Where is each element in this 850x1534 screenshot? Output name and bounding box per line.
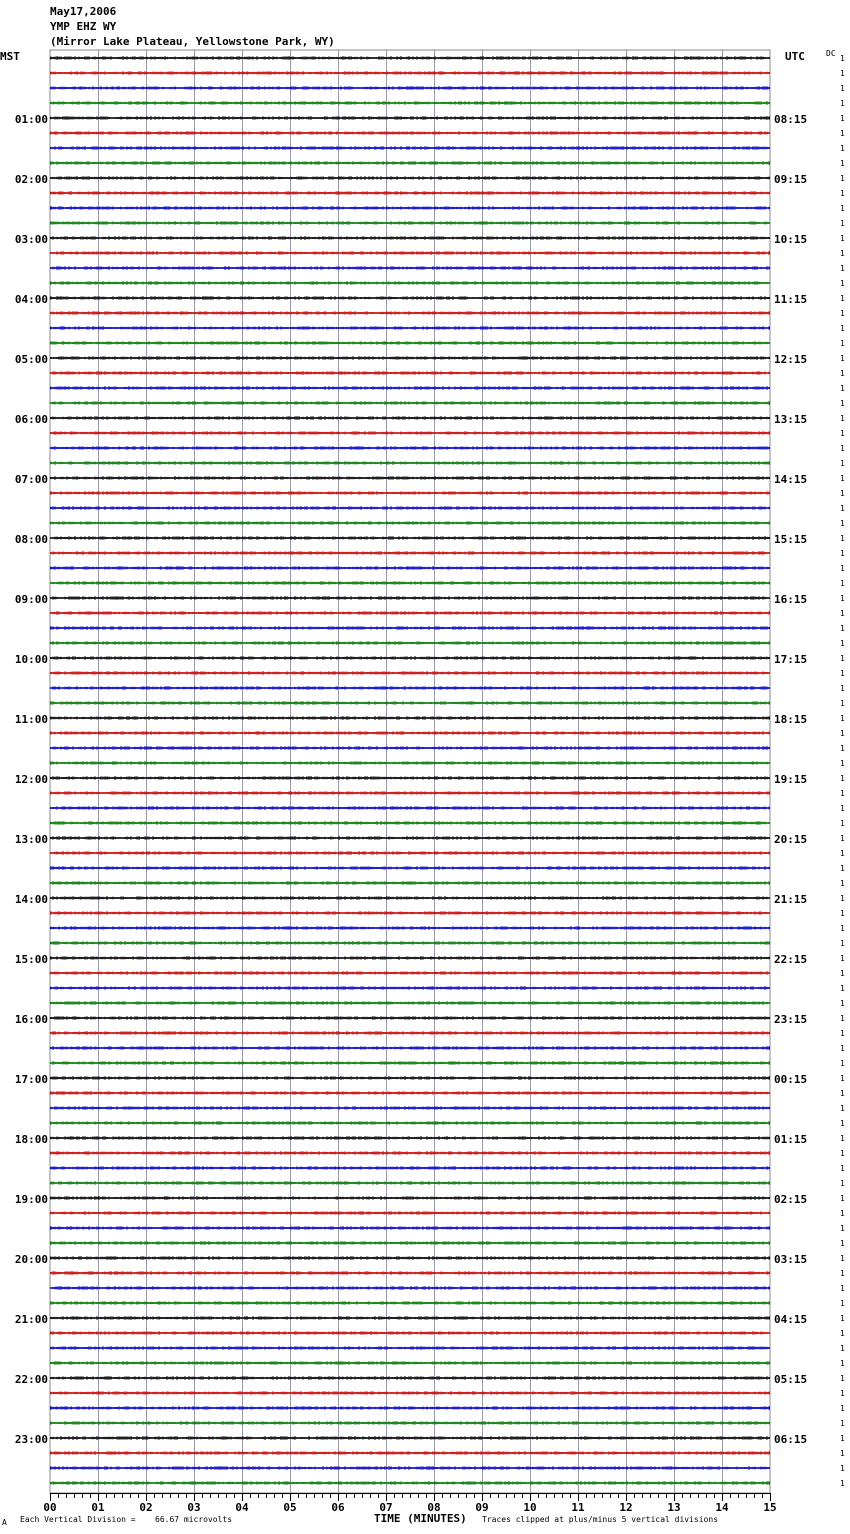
right-hour-label: 13:15 <box>774 413 808 426</box>
trace-row <box>50 341 770 345</box>
dc-value: 1 <box>840 1284 845 1293</box>
dc-value: 1 <box>840 324 845 333</box>
dc-value: 1 <box>840 819 845 828</box>
dc-value: 1 <box>840 984 845 993</box>
dc-value: 1 <box>840 174 845 183</box>
dc-value: 1 <box>840 699 845 708</box>
right-hour-label: 17:15 <box>774 653 808 666</box>
trace-row <box>50 281 770 285</box>
trace-row <box>50 851 770 855</box>
dc-value: 1 <box>840 399 845 408</box>
x-tick-label: 01 <box>91 1501 105 1514</box>
trace-row <box>50 926 770 930</box>
right-hour-label: 20:15 <box>774 833 808 846</box>
left-hour-label: 04:00 <box>14 293 48 306</box>
dc-value: 1 <box>840 1374 845 1383</box>
dc-value: 1 <box>840 444 845 453</box>
dc-value: 1 <box>840 219 845 228</box>
trace-row <box>50 671 770 675</box>
dc-value: 1 <box>840 1044 845 1053</box>
dc-value: 1 <box>840 999 845 1008</box>
trace-row <box>50 1076 770 1080</box>
trace-row <box>50 416 770 420</box>
dc-value: 1 <box>840 1014 845 1023</box>
trace-row <box>50 116 770 120</box>
dc-value: 1 <box>840 339 845 348</box>
trace-row <box>50 941 770 945</box>
dc-value: 1 <box>840 1389 845 1398</box>
dc-value: 1 <box>840 1164 845 1173</box>
trace-row <box>50 686 770 690</box>
dc-value: 1 <box>840 1149 845 1158</box>
trace-row <box>50 1046 770 1050</box>
dc-value: 1 <box>840 909 845 918</box>
x-tick-label: 04 <box>235 1501 249 1514</box>
trace-row <box>50 986 770 990</box>
dc-value: 1 <box>840 1119 845 1128</box>
trace-row <box>50 401 770 405</box>
dc-value: 1 <box>840 939 845 948</box>
trace-row <box>50 161 770 165</box>
dc-value: 1 <box>840 54 845 63</box>
dc-value: 1 <box>840 924 845 933</box>
dc-value: 1 <box>840 894 845 903</box>
dc-value: 1 <box>840 669 845 678</box>
dc-value: 1 <box>840 1344 845 1353</box>
trace-row <box>50 626 770 630</box>
trace-row <box>50 251 770 255</box>
trace-row <box>50 461 770 465</box>
trace-row <box>50 896 770 900</box>
trace-row <box>50 866 770 870</box>
left-hour-label: 23:00 <box>14 1433 48 1446</box>
trace-row <box>50 206 770 210</box>
trace-row <box>50 1406 770 1410</box>
trace-row <box>50 911 770 915</box>
x-tick-label: 12 <box>619 1501 633 1514</box>
right-timezone-label: UTC <box>785 50 805 63</box>
trace-row <box>50 716 770 720</box>
right-hour-label: 02:15 <box>774 1193 808 1206</box>
trace-row <box>50 581 770 585</box>
dc-value: 1 <box>840 804 845 813</box>
trace-row <box>50 1091 770 1095</box>
right-hour-label: 23:15 <box>774 1013 808 1026</box>
left-hour-label: 09:00 <box>14 593 48 606</box>
dc-value: 1 <box>840 1299 845 1308</box>
dc-value: 1 <box>840 114 845 123</box>
dc-value: 1 <box>840 954 845 963</box>
trace-row <box>50 791 770 795</box>
x-tick-label: 03 <box>187 1501 201 1514</box>
dc-value: 1 <box>840 279 845 288</box>
left-hour-label: 07:00 <box>14 473 48 486</box>
division-label: Each Vertical Division = <box>20 1515 136 1524</box>
dc-value: 1 <box>840 1104 845 1113</box>
dc-value: 1 <box>840 1074 845 1083</box>
trace-row <box>50 1361 770 1365</box>
x-tick-label: 07 <box>379 1501 393 1514</box>
dc-value: 1 <box>840 1179 845 1188</box>
trace-row <box>50 776 770 780</box>
trace-row <box>50 746 770 750</box>
left-hour-label: 15:00 <box>14 953 48 966</box>
dc-value: 1 <box>840 144 845 153</box>
dc-value: 1 <box>840 474 845 483</box>
x-tick-label: 06 <box>331 1501 345 1514</box>
trace-row <box>50 56 770 60</box>
dc-value: 1 <box>840 1059 845 1068</box>
trace-row <box>50 821 770 825</box>
dc-value: 1 <box>840 204 845 213</box>
plot-frame <box>50 50 770 1493</box>
x-tick-label: 14 <box>715 1501 729 1514</box>
trace-row <box>50 1271 770 1275</box>
trace-row <box>50 836 770 840</box>
date-label: May17,2006 <box>50 5 117 18</box>
trace-row <box>50 101 770 105</box>
x-tick-label: 05 <box>283 1501 297 1514</box>
trace-row <box>50 956 770 960</box>
trace-row <box>50 1346 770 1350</box>
dc-value: 1 <box>840 714 845 723</box>
dc-value: 1 <box>840 519 845 528</box>
trace-row <box>50 1181 770 1185</box>
dc-value: 1 <box>840 459 845 468</box>
dc-value: 1 <box>840 1359 845 1368</box>
left-hour-label: 17:00 <box>14 1073 48 1086</box>
dc-value: 1 <box>840 744 845 753</box>
trace-row <box>50 1421 770 1425</box>
division-value: 66.67 microvolts <box>155 1515 233 1524</box>
corner-mark: A <box>2 1518 7 1527</box>
trace-row <box>50 611 770 615</box>
dc-value: 1 <box>840 414 845 423</box>
dc-value: 1 <box>840 1329 845 1338</box>
trace-row <box>50 1196 770 1200</box>
dc-value: 1 <box>840 129 845 138</box>
trace-row <box>50 1016 770 1020</box>
trace-row <box>50 266 770 270</box>
trace-row <box>50 1121 770 1125</box>
trace-row <box>50 701 770 705</box>
trace-row <box>50 1466 770 1470</box>
trace-row <box>50 431 770 435</box>
trace-row <box>50 596 770 600</box>
dc-value: 1 <box>840 1449 845 1458</box>
trace-row <box>50 131 770 135</box>
dc-value: 1 <box>840 1134 845 1143</box>
trace-row <box>50 971 770 975</box>
left-hour-label: 11:00 <box>14 713 48 726</box>
dc-header-label: DC <box>826 49 836 58</box>
trace-row <box>50 566 770 570</box>
trace-row <box>50 1301 770 1305</box>
right-hour-label: 08:15 <box>774 113 808 126</box>
dc-value: 1 <box>840 1194 845 1203</box>
dc-value: 1 <box>840 309 845 318</box>
trace-row <box>50 311 770 315</box>
dc-value: 1 <box>840 249 845 258</box>
dc-value: 1 <box>840 294 845 303</box>
trace-row <box>50 476 770 480</box>
dc-value: 1 <box>840 849 845 858</box>
left-hour-label: 21:00 <box>14 1313 48 1326</box>
dc-value: 1 <box>840 534 845 543</box>
dc-value: 1 <box>840 609 845 618</box>
dc-value: 1 <box>840 774 845 783</box>
trace-row <box>50 1256 770 1260</box>
trace-row <box>50 641 770 645</box>
trace-row <box>50 1436 770 1440</box>
dc-value: 1 <box>840 969 845 978</box>
trace-row <box>50 536 770 540</box>
right-hour-label: 22:15 <box>774 953 808 966</box>
left-hour-label: 05:00 <box>14 353 48 366</box>
dc-value: 1 <box>840 684 845 693</box>
dc-value: 1 <box>840 1209 845 1218</box>
trace-row <box>50 176 770 180</box>
dc-value: 1 <box>840 69 845 78</box>
dc-value: 1 <box>840 639 845 648</box>
dc-value: 1 <box>840 369 845 378</box>
trace-row <box>50 326 770 330</box>
trace-row <box>50 221 770 225</box>
trace-row <box>50 521 770 525</box>
dc-value: 1 <box>840 234 845 243</box>
dc-value: 1 <box>840 489 845 498</box>
trace-row <box>50 71 770 75</box>
dc-value: 1 <box>840 1224 845 1233</box>
trace-row <box>50 356 770 360</box>
trace-row <box>50 236 770 240</box>
dc-value: 1 <box>840 624 845 633</box>
dc-value: 1 <box>840 729 845 738</box>
trace-row <box>50 1241 770 1245</box>
right-hour-label: 12:15 <box>774 353 808 366</box>
x-tick-label: 15 <box>763 1501 777 1514</box>
trace-row <box>50 761 770 765</box>
trace-row <box>50 86 770 90</box>
right-hour-label: 18:15 <box>774 713 808 726</box>
location-label: (Mirror Lake Plateau, Yellowstone Park, WY) <box>50 35 335 48</box>
left-hour-label: 22:00 <box>14 1373 48 1386</box>
dc-value: 1 <box>840 1479 845 1488</box>
dc-value: 1 <box>840 1464 845 1473</box>
trace-row <box>50 1331 770 1335</box>
dc-value: 1 <box>840 759 845 768</box>
x-axis-title: TIME (MINUTES) <box>374 1512 467 1525</box>
right-hour-label: 00:15 <box>774 1073 808 1086</box>
left-hour-label: 10:00 <box>14 653 48 666</box>
trace-row <box>50 1226 770 1230</box>
trace-row <box>50 491 770 495</box>
left-hour-label: 06:00 <box>14 413 48 426</box>
x-tick-label: 10 <box>523 1501 537 1514</box>
left-hour-label: 19:00 <box>14 1193 48 1206</box>
trace-row <box>50 1001 770 1005</box>
x-tick-label: 08 <box>427 1501 441 1514</box>
left-hour-label: 14:00 <box>14 893 48 906</box>
dc-value: 1 <box>840 1254 845 1263</box>
trace-row <box>50 881 770 885</box>
trace-row <box>50 1136 770 1140</box>
dc-value: 1 <box>840 1404 845 1413</box>
trace-row <box>50 386 770 390</box>
x-tick-label: 13 <box>667 1501 681 1514</box>
right-hour-label: 16:15 <box>774 593 808 606</box>
trace-row <box>50 1376 770 1380</box>
trace-row <box>50 656 770 660</box>
x-tick-label: 02 <box>139 1501 153 1514</box>
left-timezone-label: MST <box>0 50 20 63</box>
dc-value: 1 <box>840 1434 845 1443</box>
right-hour-label: 14:15 <box>774 473 808 486</box>
trace-row <box>50 446 770 450</box>
right-hour-label: 09:15 <box>774 173 808 186</box>
dc-value: 1 <box>840 579 845 588</box>
clip-note: Traces clipped at plus/minus 5 vertical divisions <box>482 1515 719 1524</box>
left-hour-label: 01:00 <box>14 113 48 126</box>
station-label: YMP EHZ WY <box>50 20 117 33</box>
trace-row <box>50 1106 770 1110</box>
trace-row <box>50 1031 770 1035</box>
left-hour-label: 02:00 <box>14 173 48 186</box>
trace-row <box>50 1316 770 1320</box>
dc-value: 1 <box>840 504 845 513</box>
left-hour-label: 18:00 <box>14 1133 48 1146</box>
dc-value: 1 <box>840 834 845 843</box>
trace-row <box>50 371 770 375</box>
dc-value: 1 <box>840 1029 845 1038</box>
right-hour-label: 10:15 <box>774 233 808 246</box>
dc-value: 1 <box>840 594 845 603</box>
right-hour-label: 11:15 <box>774 293 808 306</box>
trace-row <box>50 1451 770 1455</box>
dc-value: 1 <box>840 1269 845 1278</box>
right-hour-label: 06:15 <box>774 1433 808 1446</box>
dc-value: 1 <box>840 99 845 108</box>
left-hour-label: 13:00 <box>14 833 48 846</box>
right-hour-label: 19:15 <box>774 773 808 786</box>
trace-row <box>50 1166 770 1170</box>
trace-row <box>50 551 770 555</box>
left-hour-label: 16:00 <box>14 1013 48 1026</box>
dc-value: 1 <box>840 1419 845 1428</box>
right-hour-label: 03:15 <box>774 1253 808 1266</box>
dc-value: 1 <box>840 789 845 798</box>
x-tick-label: 00 <box>43 1501 57 1514</box>
dc-value: 1 <box>840 354 845 363</box>
dc-value: 1 <box>840 1239 845 1248</box>
trace-row <box>50 806 770 810</box>
right-hour-label: 01:15 <box>774 1133 808 1146</box>
trace-row <box>50 506 770 510</box>
right-hour-label: 15:15 <box>774 533 808 546</box>
dc-value: 1 <box>840 1089 845 1098</box>
dc-value: 1 <box>840 654 845 663</box>
right-hour-label: 04:15 <box>774 1313 808 1326</box>
dc-value: 1 <box>840 864 845 873</box>
trace-row <box>50 191 770 195</box>
left-hour-label: 03:00 <box>14 233 48 246</box>
dc-value: 1 <box>840 84 845 93</box>
dc-value: 1 <box>840 879 845 888</box>
left-hour-label: 12:00 <box>14 773 48 786</box>
dc-value: 1 <box>840 159 845 168</box>
trace-row <box>50 146 770 150</box>
dc-value: 1 <box>840 429 845 438</box>
dc-value: 1 <box>840 264 845 273</box>
dc-value: 1 <box>840 549 845 558</box>
left-hour-label: 08:00 <box>14 533 48 546</box>
trace-row <box>50 1391 770 1395</box>
left-hour-label: 20:00 <box>14 1253 48 1266</box>
right-hour-label: 21:15 <box>774 893 808 906</box>
trace-row <box>50 1211 770 1215</box>
trace-row <box>50 1061 770 1065</box>
trace-row <box>50 1286 770 1290</box>
dc-value: 1 <box>840 189 845 198</box>
x-tick-label: 11 <box>571 1501 585 1514</box>
dc-value: 1 <box>840 564 845 573</box>
dc-value: 1 <box>840 1314 845 1323</box>
trace-row <box>50 1151 770 1155</box>
dc-value: 1 <box>840 384 845 393</box>
right-hour-label: 05:15 <box>774 1373 808 1386</box>
x-tick-label: 09 <box>475 1501 489 1514</box>
trace-row <box>50 296 770 300</box>
trace-row <box>50 1481 770 1485</box>
trace-row <box>50 731 770 735</box>
